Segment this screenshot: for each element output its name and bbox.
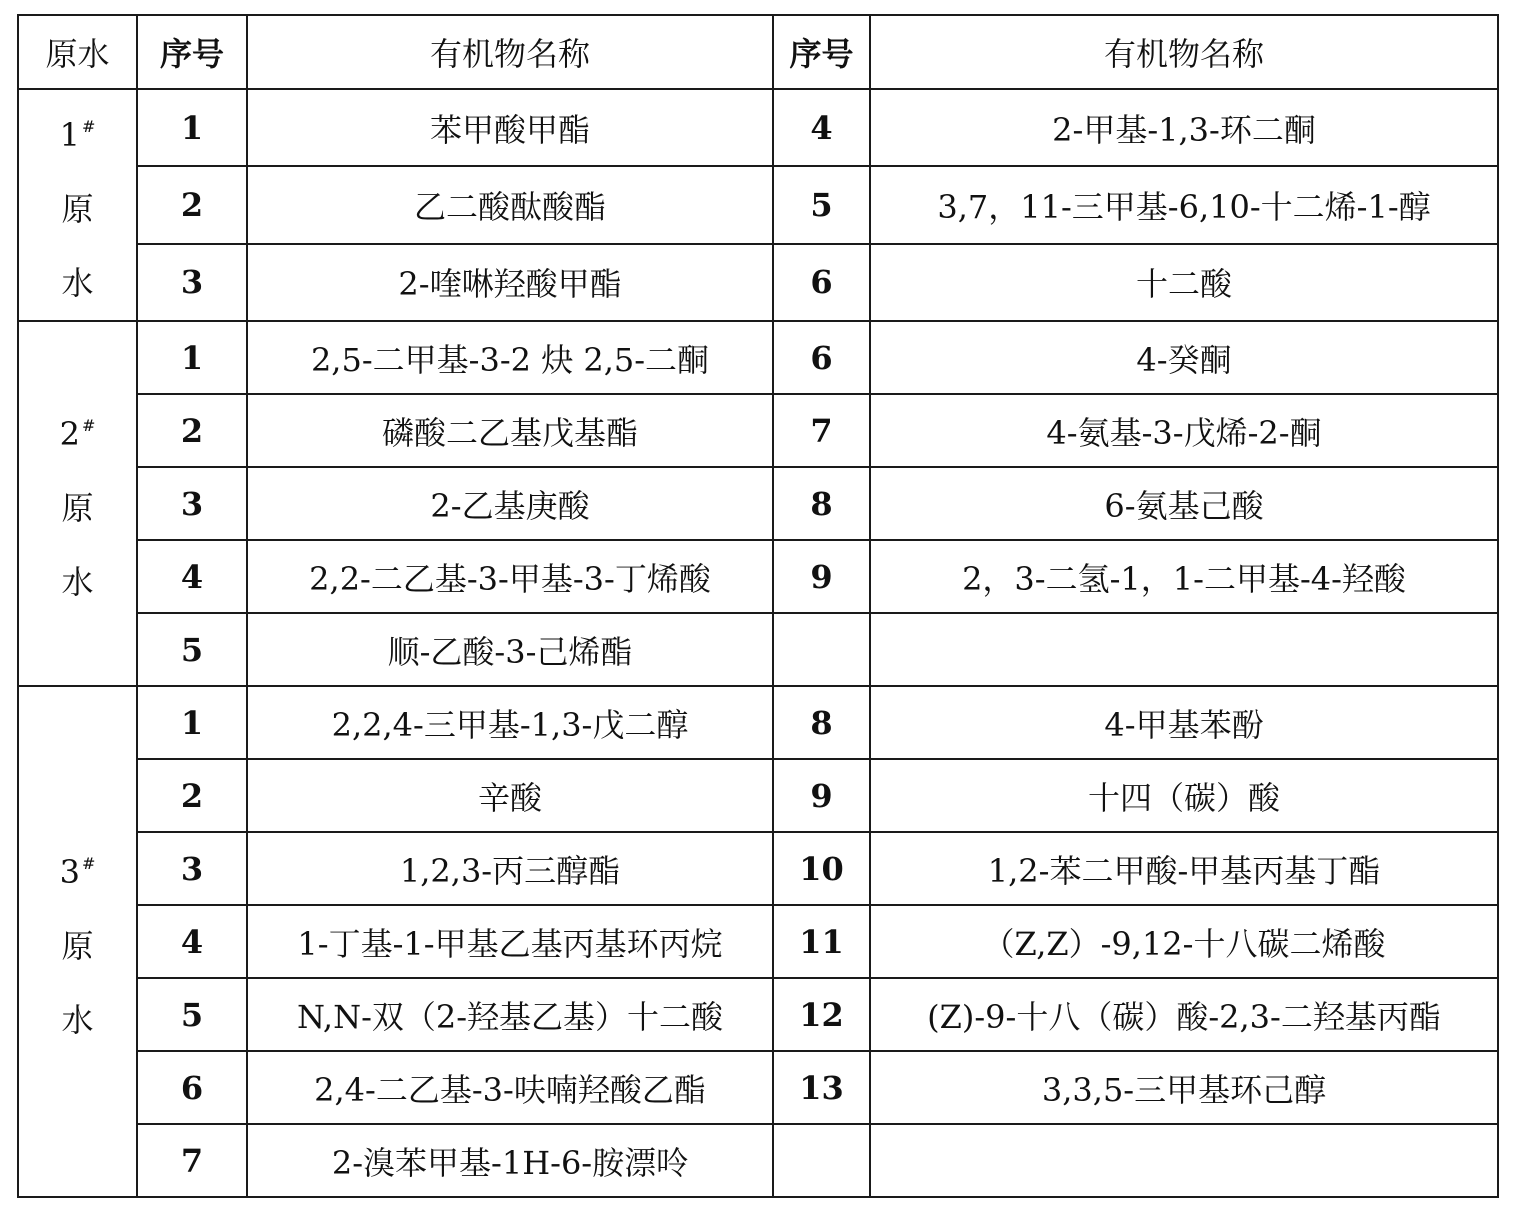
index-b-cell: 9 bbox=[773, 540, 870, 613]
compound-name-b-cell: 1,2-苯二甲酸-甲基丙基丁酯 bbox=[870, 832, 1498, 905]
raw-water-char-2: 水 bbox=[61, 1000, 94, 1039]
header-name-b: 有机物名称 bbox=[870, 15, 1498, 89]
index-a-cell: 5 bbox=[137, 978, 247, 1051]
table-row bbox=[18, 1051, 1498, 1124]
index-b-cell bbox=[773, 613, 870, 686]
compound-name-b-cell: 十四（碳）酸 bbox=[870, 759, 1498, 832]
header-index-a: 序号 bbox=[137, 15, 247, 89]
header-name-a: 有机物名称 bbox=[247, 15, 773, 89]
index-a-cell: 3 bbox=[137, 467, 247, 540]
compound-name-b-cell: 十二酸 bbox=[870, 244, 1498, 321]
table-row bbox=[18, 540, 1498, 613]
compound-name-a-cell: 2,2,4-三甲基-1,3-戊二醇 bbox=[247, 686, 773, 759]
compound-name-b-cell: 3,3,5-三甲基环己醇 bbox=[870, 1051, 1498, 1124]
compound-name-a-cell: 磷酸二乙基戊基酯 bbox=[247, 394, 773, 467]
raw-water-label bbox=[18, 89, 137, 321]
compound-name-a-cell: 苯甲酸甲酯 bbox=[247, 89, 773, 166]
table-row bbox=[18, 166, 1498, 243]
compound-name-a-cell: 2,4-二乙基-3-呋喃羟酸乙酯 bbox=[247, 1051, 773, 1124]
raw-water-label bbox=[18, 321, 137, 686]
index-b-cell: 11 bbox=[773, 905, 870, 978]
index-b-cell: 12 bbox=[773, 978, 870, 1051]
compound-name-b-cell: 4-甲基苯酚 bbox=[870, 686, 1498, 759]
table-row bbox=[18, 1124, 1498, 1197]
table-row bbox=[18, 759, 1498, 832]
index-b-cell: 8 bbox=[773, 686, 870, 759]
table-row bbox=[18, 686, 1498, 759]
compound-name-b-cell: 3,7，11-三甲基-6,10-十二烯-1-醇 bbox=[870, 166, 1498, 243]
raw-water-char-2: 水 bbox=[61, 264, 94, 302]
table-row bbox=[18, 467, 1498, 540]
raw-water-label bbox=[18, 686, 137, 1197]
index-a-cell: 5 bbox=[137, 613, 247, 686]
table-row bbox=[18, 394, 1498, 467]
index-a-cell: 4 bbox=[137, 540, 247, 613]
table-body bbox=[18, 89, 1498, 1197]
index-a-cell: 2 bbox=[137, 394, 247, 467]
raw-water-number: 2 # bbox=[59, 414, 96, 453]
compound-name-a-cell: 1,2,3-丙三醇酯 bbox=[247, 832, 773, 905]
compound-name-a-cell: 2-溴苯甲基-1H-6-胺漂呤 bbox=[247, 1124, 773, 1197]
index-a-cell: 2 bbox=[137, 166, 247, 243]
compound-name-a-cell: 2-乙基庚酸 bbox=[247, 467, 773, 540]
index-a-cell: 1 bbox=[137, 686, 247, 759]
index-b-cell: 9 bbox=[773, 759, 870, 832]
raw-water-number: 1 # bbox=[59, 116, 96, 154]
raw-water-char-2: 水 bbox=[61, 562, 94, 601]
index-b-cell: 8 bbox=[773, 467, 870, 540]
compound-name-a-cell: 顺-乙酸-3-己烯酯 bbox=[247, 613, 773, 686]
table-row bbox=[18, 613, 1498, 686]
header-index-b: 序号 bbox=[773, 15, 870, 89]
organic-compounds-table bbox=[17, 14, 1499, 1198]
index-b-cell: 13 bbox=[773, 1051, 870, 1124]
raw-water-char-1: 原 bbox=[61, 488, 94, 527]
index-b-cell bbox=[773, 1124, 870, 1197]
compound-name-b-cell: (Z)-9-十八（碳）酸-2,3-二羟基丙酯 bbox=[870, 978, 1498, 1051]
compound-name-b-cell: 6-氨基己酸 bbox=[870, 467, 1498, 540]
compound-name-a-cell: 2-喹啉羟酸甲酯 bbox=[247, 244, 773, 321]
index-a-cell: 7 bbox=[137, 1124, 247, 1197]
index-a-cell: 3 bbox=[137, 244, 247, 321]
compound-name-a-cell: 2,5-二甲基-3-2 炔 2,5-二酮 bbox=[247, 321, 773, 394]
table-row bbox=[18, 905, 1498, 978]
header-row bbox=[18, 15, 1498, 89]
compound-name-b-cell bbox=[870, 1124, 1498, 1197]
header-water: 原水 bbox=[18, 15, 137, 89]
table-row bbox=[18, 978, 1498, 1051]
compound-name-b-cell: 2-甲基-1,3-环二酮 bbox=[870, 89, 1498, 166]
raw-water-number: 3 # bbox=[59, 852, 96, 891]
compound-name-b-cell: 2，3-二氢-1，1-二甲基-4-羟酸 bbox=[870, 540, 1498, 613]
index-b-cell: 6 bbox=[773, 244, 870, 321]
compound-name-b-cell: （Z,Z）-9,12-十八碳二烯酸 bbox=[870, 905, 1498, 978]
index-a-cell: 3 bbox=[137, 832, 247, 905]
table-row bbox=[18, 832, 1498, 905]
index-a-cell: 6 bbox=[137, 1051, 247, 1124]
compound-name-a-cell: 1-丁基-1-甲基乙基丙基环丙烷 bbox=[247, 905, 773, 978]
compound-name-a-cell: N,N-双（2-羟基乙基）十二酸 bbox=[247, 978, 773, 1051]
table-row bbox=[18, 244, 1498, 321]
index-a-cell: 2 bbox=[137, 759, 247, 832]
index-b-cell: 5 bbox=[773, 166, 870, 243]
compound-name-a-cell: 辛酸 bbox=[247, 759, 773, 832]
raw-water-char-1: 原 bbox=[61, 926, 94, 965]
table-row bbox=[18, 321, 1498, 394]
compound-name-b-cell bbox=[870, 613, 1498, 686]
index-a-cell: 4 bbox=[137, 905, 247, 978]
compound-name-a-cell: 乙二酸酞酸酯 bbox=[247, 166, 773, 243]
index-b-cell: 7 bbox=[773, 394, 870, 467]
table-row bbox=[18, 89, 1498, 166]
index-b-cell: 10 bbox=[773, 832, 870, 905]
compound-name-b-cell: 4-氨基-3-戊烯-2-酮 bbox=[870, 394, 1498, 467]
compound-name-b-cell: 4-癸酮 bbox=[870, 321, 1498, 394]
compound-name-a-cell: 2,2-二乙基-3-甲基-3-丁烯酸 bbox=[247, 540, 773, 613]
index-a-cell: 1 bbox=[137, 321, 247, 394]
index-b-cell: 4 bbox=[773, 89, 870, 166]
raw-water-char-1: 原 bbox=[61, 190, 94, 228]
index-a-cell: 1 bbox=[137, 89, 247, 166]
index-b-cell: 6 bbox=[773, 321, 870, 394]
